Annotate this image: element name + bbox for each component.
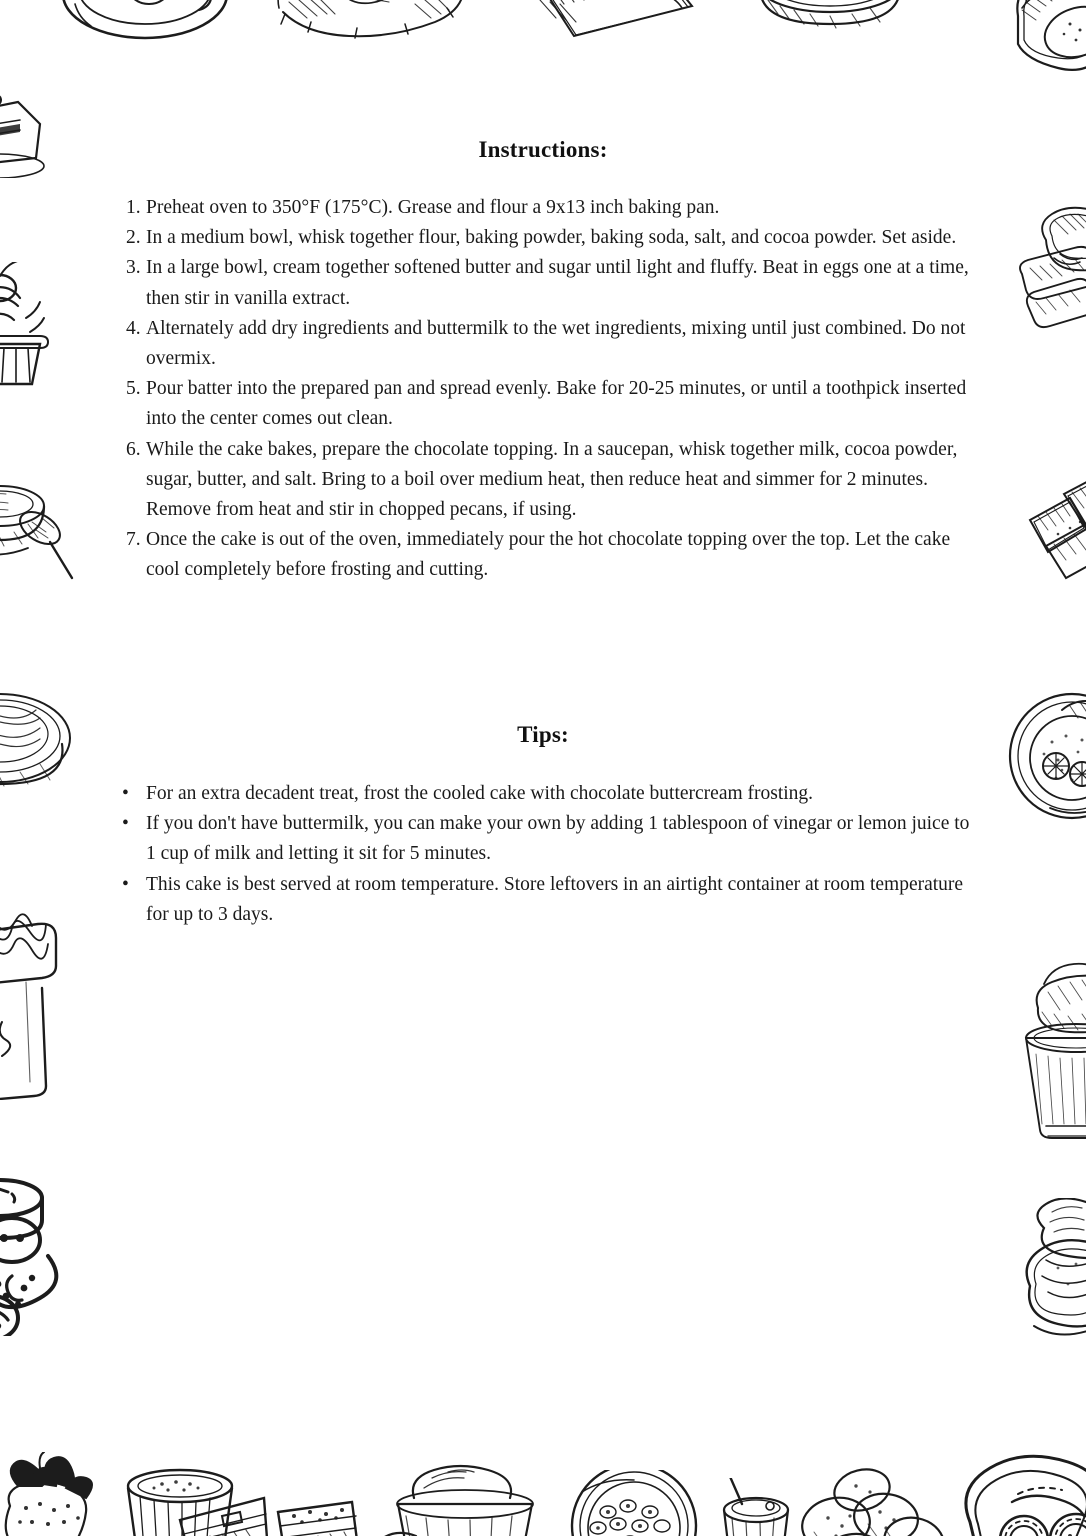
chocolate-bars-illustration [1008, 466, 1086, 606]
wrapped-candy-illustration [1006, 196, 1086, 366]
instructions-heading: Instructions: [478, 137, 608, 162]
bread-roll-illustration [1010, 1198, 1086, 1358]
instruction-step: While the cake bakes, prepare the chocolate topping. In a saucepan, whisk together milk, cocoa powder, sugar, butter, and salt. Bring to a boil over medium heat, then reduce heat and simmer for 2 minutes. Remove from heat and stir in chopped pecans, if using. [146, 438, 958, 521]
ramekin-illustration [118, 1466, 248, 1536]
instruction-step: In a large bowl, cream together softened butter and sugar until light and fluffy. Beat in eggs one at a time, then stir in vanilla extract. [146, 257, 969, 309]
instruction-step: Alternately add dry ingredients and buttermilk to the wet ingredients, mixing until just combined. Do not overmix. [146, 317, 966, 370]
bread-basket-illustration [372, 1460, 552, 1536]
instruction-step: Once the cake is out of the oven, immediately pour the hot chocolate topping over the top. Let the cake cool completely before frosting and cutting. [146, 529, 951, 581]
tip-item: • This cake is best served at room temperature. Store leftovers in an airtight container at room temperature for up to 3 days. [122, 870, 972, 930]
instructions-list [126, 193, 971, 586]
instruction-step: Pour batter into the prepared pan and spread evenly. Bake for 20-25 minutes, or until a toothpick inserted into the center comes out clean. [146, 378, 967, 430]
tip-item: • If you don't have buttermilk, you can make your own by adding 1 tablespoon of vinegar or lemon juice to 1 cup of milk and letting it sit for 5 minutes. [122, 809, 972, 869]
soup-bowl-with-tomato-illustration [1000, 690, 1086, 830]
cake-slices-illustration [170, 1486, 390, 1536]
strawberry-illustration [0, 1452, 112, 1536]
teacup-with-spoon-illustration [0, 470, 79, 595]
bowl-of-noodles-illustration [740, 0, 920, 49]
drink-cup-with-straw-illustration [712, 1478, 802, 1536]
plate-of-cookies-illustration [45, 0, 245, 52]
instruction-step: Preheat oven to 350°F (175°C). Grease and flour a 9x13 inch baking pan. [146, 197, 720, 218]
pastry-on-board-illustration [520, 0, 700, 48]
tips-heading: Tips: [517, 722, 569, 747]
tip-item: • For an extra decadent treat, frost the cooled cake with chocolate buttercream frosting. [122, 779, 972, 809]
sliced-fruit-platter-illustration [265, 0, 480, 47]
ice-cream-cup-illustration [1008, 962, 1086, 1152]
burrito-wrap-illustration [0, 900, 84, 1100]
pastry-cluster-illustration [790, 1458, 950, 1536]
cupcake-with-cherry-illustration [0, 262, 75, 392]
bowl-of-grains-illustration [562, 1470, 712, 1536]
ramen-bowl-illustration [0, 690, 82, 820]
instruction-step: In a medium bowl, whisk together flour, baking powder, baking soda, salt, and cocoa powder. Set aside. [146, 227, 957, 249]
wrapped-sandwich-illustration [952, 1448, 1086, 1536]
jar-and-cookies-illustration [0, 1176, 86, 1336]
dumpling-plate-illustration [1000, 0, 1086, 80]
tips-list [122, 779, 972, 930]
